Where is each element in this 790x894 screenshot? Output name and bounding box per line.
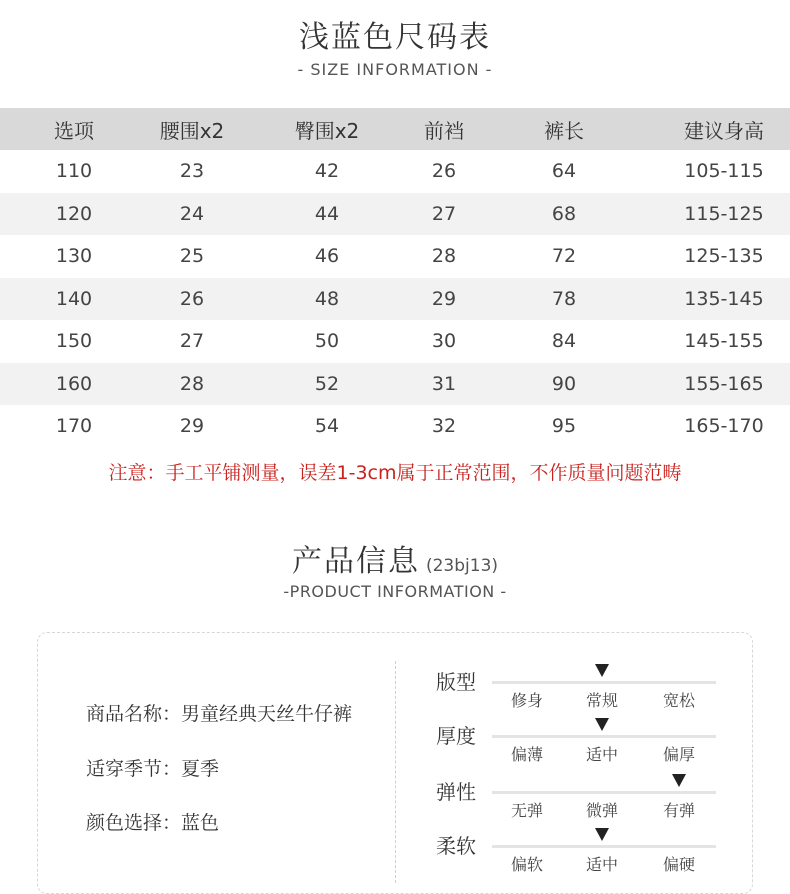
- table-row: [0, 320, 790, 363]
- table-row: [0, 193, 790, 236]
- attribute-scale-track: [492, 681, 716, 684]
- table-cell: 54: [236, 405, 418, 448]
- product-code: (23bj13): [425, 556, 499, 576]
- table-cell: 30: [418, 320, 470, 363]
- table-cell: 145-155: [658, 320, 790, 363]
- attribute-label: 厚度: [436, 724, 476, 748]
- selected-marker-icon: [595, 828, 609, 841]
- table-cell: 26: [418, 150, 470, 193]
- table-row: [0, 405, 790, 448]
- table-cell: 110: [0, 150, 148, 193]
- table-cell: 120: [0, 193, 148, 236]
- table-cell: 78: [470, 278, 658, 321]
- selected-marker-icon: [672, 774, 686, 787]
- table-cell: 27: [418, 193, 470, 236]
- table-cell: 26: [148, 278, 236, 321]
- table-cell: 155-165: [658, 363, 790, 406]
- table-cell: 165-170: [658, 405, 790, 448]
- table-row: [0, 363, 790, 406]
- table-row: [0, 150, 790, 193]
- table-cell: 125-135: [658, 235, 790, 278]
- selected-marker-icon: [595, 718, 609, 731]
- table-cell: 115-125: [658, 193, 790, 236]
- table-cell: 42: [236, 150, 418, 193]
- header-front-rise: 前裆: [418, 108, 470, 150]
- attribute-option: 常规: [585, 691, 618, 710]
- attribute-option: 偏厚: [662, 745, 695, 764]
- table-cell: 64: [470, 150, 658, 193]
- attribute-option: 微弹: [585, 801, 618, 820]
- attribute-option: 无弹: [510, 801, 543, 820]
- table-cell: 72: [470, 235, 658, 278]
- table-cell: 29: [148, 405, 236, 448]
- attribute-label: 柔软: [436, 834, 476, 858]
- product-info-heading: [0, 536, 790, 580]
- table-cell: 140: [0, 278, 148, 321]
- attribute-option: 偏硬: [662, 855, 695, 874]
- table-cell: 150: [0, 320, 148, 363]
- size-chart-title: 浅蓝色尺码表: [299, 20, 491, 55]
- product-info-title: 产品信息: [291, 544, 420, 579]
- table-cell: 24: [148, 193, 236, 236]
- table-cell: 68: [470, 193, 658, 236]
- table-row: [0, 235, 790, 278]
- size-chart-subtitle: - SIZE INFORMATION -: [297, 60, 493, 79]
- attribute-option: 偏软: [510, 855, 543, 874]
- measurement-note: 注意：手工平铺测量，误差1-3cm属于正常范围，不作质量问题范畴: [108, 462, 682, 484]
- attribute-option: 适中: [585, 745, 618, 764]
- selected-marker-icon: [595, 664, 609, 677]
- size-table-header-row: [0, 108, 790, 150]
- header-hip: 臀围x2: [236, 108, 418, 150]
- attribute-label: 弹性: [436, 780, 476, 804]
- table-cell: 44: [236, 193, 418, 236]
- table-cell: 31: [418, 363, 470, 406]
- product-season: 适穿季节：夏季: [86, 758, 220, 780]
- table-cell: 84: [470, 320, 658, 363]
- product-color: 颜色选择：蓝色: [86, 812, 220, 834]
- table-cell: 130: [0, 235, 148, 278]
- table-cell: 160: [0, 363, 148, 406]
- table-cell: 135-145: [658, 278, 790, 321]
- table-cell: 52: [236, 363, 418, 406]
- attribute-option: 有弹: [662, 801, 695, 820]
- attribute-scale-track: [492, 791, 716, 794]
- attribute-option: 修身: [510, 691, 543, 710]
- table-cell: 25: [148, 235, 236, 278]
- table-cell: 46: [236, 235, 418, 278]
- attribute-option: 适中: [585, 855, 618, 874]
- table-cell: 90: [470, 363, 658, 406]
- product-name: 商品名称：男童经典天丝牛仔裤: [86, 703, 353, 725]
- table-cell: 32: [418, 405, 470, 448]
- table-cell: 27: [148, 320, 236, 363]
- product-info-subtitle: -PRODUCT INFORMATION -: [283, 582, 507, 601]
- table-cell: 170: [0, 405, 148, 448]
- attribute-scale-track: [492, 845, 716, 848]
- header-waist: 腰围x2: [148, 108, 236, 150]
- table-cell: 50: [236, 320, 418, 363]
- header-height: 建议身高: [658, 108, 790, 150]
- table-cell: 23: [148, 150, 236, 193]
- info-divider: [395, 661, 396, 883]
- attribute-scale-track: [492, 735, 716, 738]
- table-row: [0, 278, 790, 321]
- table-cell: 29: [418, 278, 470, 321]
- table-cell: 95: [470, 405, 658, 448]
- attribute-option: 偏薄: [510, 745, 543, 764]
- table-cell: 48: [236, 278, 418, 321]
- header-option: 选项: [0, 108, 148, 150]
- attribute-label: 版型: [436, 670, 476, 694]
- table-cell: 28: [148, 363, 236, 406]
- size-table: [0, 108, 790, 448]
- header-length: 裤长: [470, 108, 658, 150]
- table-cell: 28: [418, 235, 470, 278]
- attribute-option: 宽松: [662, 691, 695, 710]
- table-cell: 105-115: [658, 150, 790, 193]
